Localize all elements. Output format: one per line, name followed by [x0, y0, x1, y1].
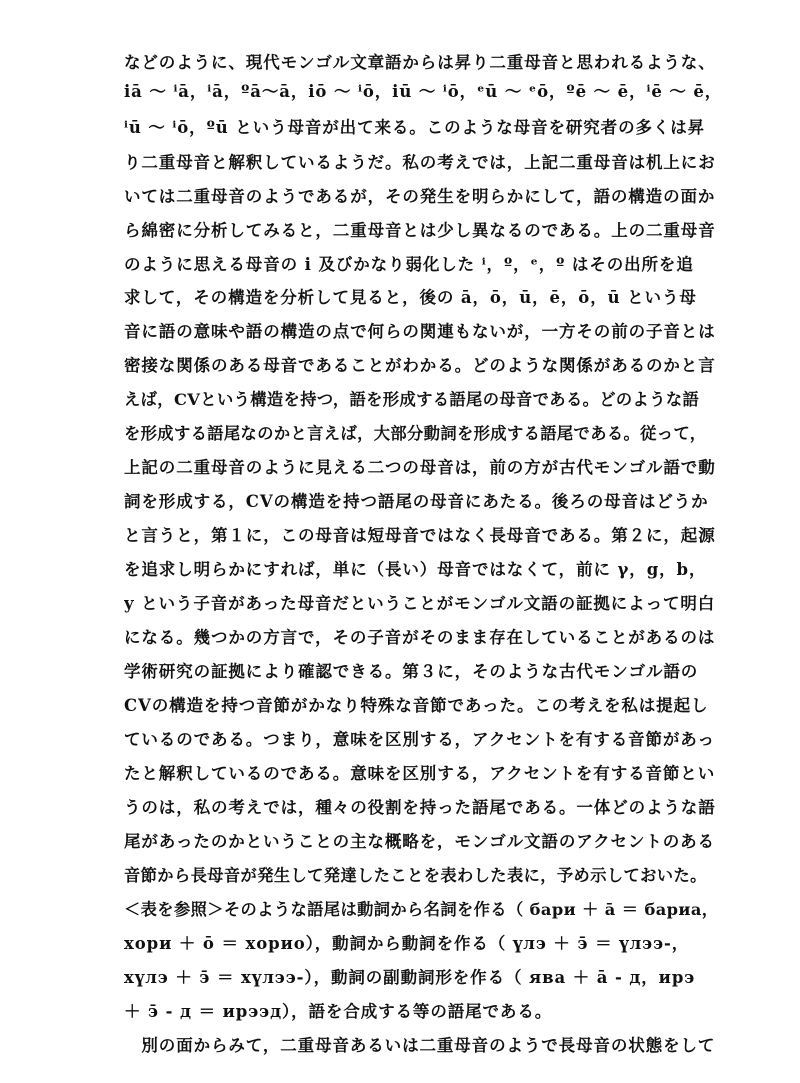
- text-line: を追求し明らかにすれば，単に（長い）母音ではなくて，前に γ，g，b，: [124, 560, 707, 579]
- text-line: ら綿密に分析してみると，二重母音とは少し異なるのである。上の二重母音: [124, 221, 716, 240]
- text-line: ているのである。つまり，意味を区別する，アクセントを有する音節があっ: [124, 730, 715, 749]
- text-line: を形成する語尾なのかと言えば，大部分動詞を形成する語尾である。従って，: [124, 424, 707, 443]
- text-line: ＜表を参照＞そのような語尾は動詞から名詞を作る（ бари ＋ ā ＝ бариа，: [124, 900, 719, 919]
- text-line: のように思える母音の i 及びかなり弱化した ⁱ，º，ᵉ，º はその出所を追: [124, 255, 694, 274]
- text-line: ＋ э̄ - д ＝ ирээд），語を合成する等の語尾である。: [124, 1002, 553, 1021]
- text-line: 求して，その構造を分析して見ると，後の ā，ō，ū，ē，ō，ū という母: [124, 288, 697, 307]
- text-line: になる。幾つかの方言で，その子音がそのまま存在していることがあるのは: [124, 628, 716, 647]
- text-line: 音節から長母音が発生して発達したことを表わした表に，予め示しておいた。: [124, 866, 707, 885]
- text-line: хүлэ ＋ э̄ ＝ хүлээ-），動詞の副動詞形を作る（ ява ＋ ā - д，ирэ: [124, 968, 696, 987]
- text-line: хори ＋ ō ＝ хорио），動詞から動詞を作る（ үлэ ＋ э̄ ＝ үлээ-，: [124, 934, 690, 953]
- text-line: 学術研究の証拠により確認できる。第３に，そのような古代モンゴル語の: [124, 662, 699, 681]
- text-line: いては二重母音のようであるが，その発生を明らかにして，語の構造の面か: [124, 187, 716, 206]
- text-line: り二重母音と解釈しているようだ。私の考えでは，上記二重母音は机上にお: [124, 153, 716, 172]
- text-line: などのように、現代モンゴル文章語からは昇り二重母音と思われるような、: [124, 53, 716, 72]
- text-line: 詞を形成する，CVの構造を持つ語尾の母音にあたる。後ろの母音はどうか: [124, 492, 709, 511]
- text-line: えば，CVという構造を持つ，語を形成する語尾の母音である。どのような語: [124, 390, 700, 409]
- text-line: y という子音があった母音だということがモンゴル文語の証拠によって明白: [124, 594, 716, 613]
- text-line: 音に語の意味や語の構造の点で何らの関連もないが，一方その前の子音とは: [124, 322, 716, 341]
- text-line: 尾があったのかということの主な概略を，モンゴル文語のアクセントのある: [124, 832, 715, 851]
- text-line: ⁱū ～ ⁱō，ºū という母音が出て来る。このような母音を研究者の多くは昇: [124, 118, 706, 137]
- text-line: 上記の二重母音のように見える二つの母音は，前の方が古代モンゴル語で動: [124, 458, 716, 477]
- text-line: たと解釈しているのである。意味を区別する，アクセントを有する音節とい: [124, 764, 716, 783]
- text-line: iā ～ ⁱā，ⁱā，ºā～ā，iō ～ ⁱō，iū ～ ⁱō，ᵉū ～ ᵉō，ºē ～ ē，ⁱē ～ ē，: [124, 82, 723, 101]
- text-line: 別の面からみて，二重母音あるいは二重母音のようで長母音の状態をして: [124, 1036, 716, 1055]
- text-line: 密接な関係のある母音であることがわかる。どのような関係があるのかと言: [124, 356, 716, 375]
- text-line: と言うと，第１に，この母音は短母音ではなく長母音である。第２に，起源: [124, 526, 716, 545]
- text-line: うのは，私の考えでは，種々の役割を持った語尾である。一体どのような語: [124, 798, 716, 817]
- text-line: CVの構造を持つ音節がかなり特殊な音節であった。この考えを私は提起し: [124, 696, 709, 715]
